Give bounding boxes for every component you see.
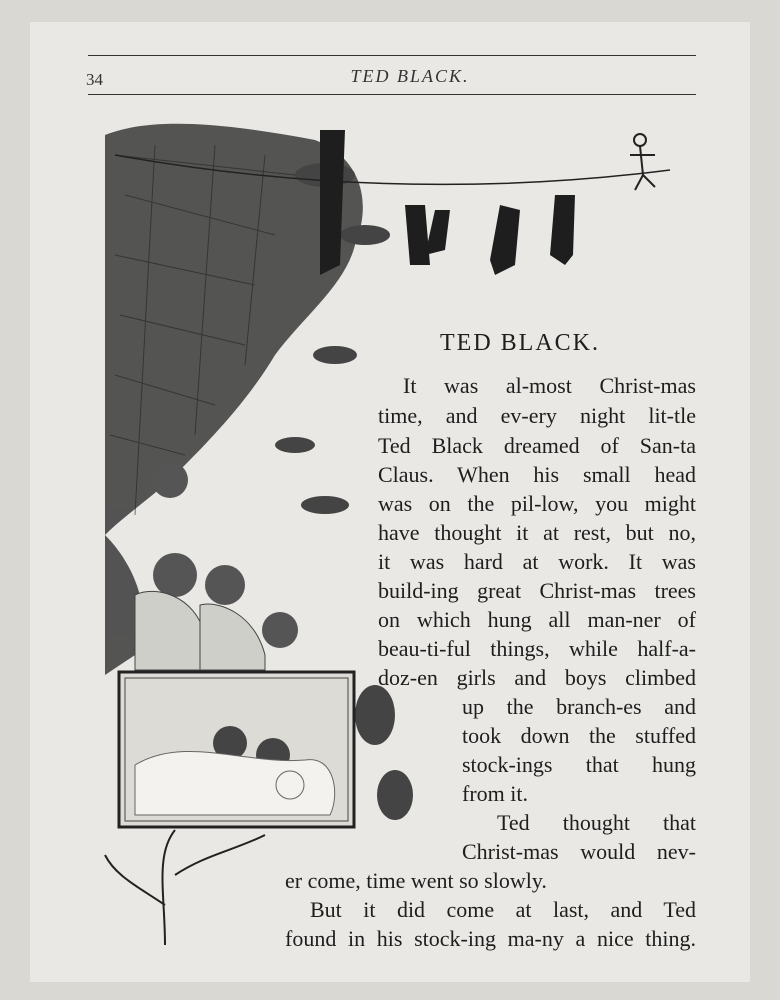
story-line: Christ-mas would nev- (462, 839, 696, 864)
story-line: up the branch-es and (462, 694, 696, 719)
story-line: er come, time went so slowly. (285, 868, 547, 893)
header-rule-top (88, 55, 696, 56)
story-line: have thought it at rest, but no, (378, 520, 696, 545)
story-line: stock-ings that hung (462, 752, 696, 777)
story-line: Ted Black dreamed of San-ta (378, 433, 696, 458)
story-line: But it did come at last, and Ted (310, 897, 696, 922)
story-line: It was al-most Christ-mas (403, 373, 696, 398)
story-line: Claus. When his small head (378, 462, 696, 487)
page-number: 34 (86, 70, 103, 89)
story-line: beau-ti-ful things, while half-a- (378, 636, 696, 661)
story-title: TED BLACK. (440, 330, 600, 356)
story-line: build-ing great Christ-mas trees (378, 578, 696, 603)
story-line: Ted thought that (497, 810, 696, 835)
story-line: took down the stuffed (462, 723, 696, 748)
story-line: doz-en girls and boys climbed (378, 665, 696, 690)
header-rule-bottom (88, 94, 696, 95)
story-line: from it. (462, 781, 528, 806)
story-line: it was hard at work. It was (378, 549, 696, 574)
story-line: found in his stock-ing ma-ny a nice thing. (285, 926, 696, 951)
story-line: on which hung all man-ner of (378, 607, 696, 632)
story-line: time, and ev-ery night lit-tle (378, 403, 696, 428)
story-line: was on the pil-low, you might (378, 491, 696, 516)
running-title: TED BLACK. (350, 66, 470, 86)
